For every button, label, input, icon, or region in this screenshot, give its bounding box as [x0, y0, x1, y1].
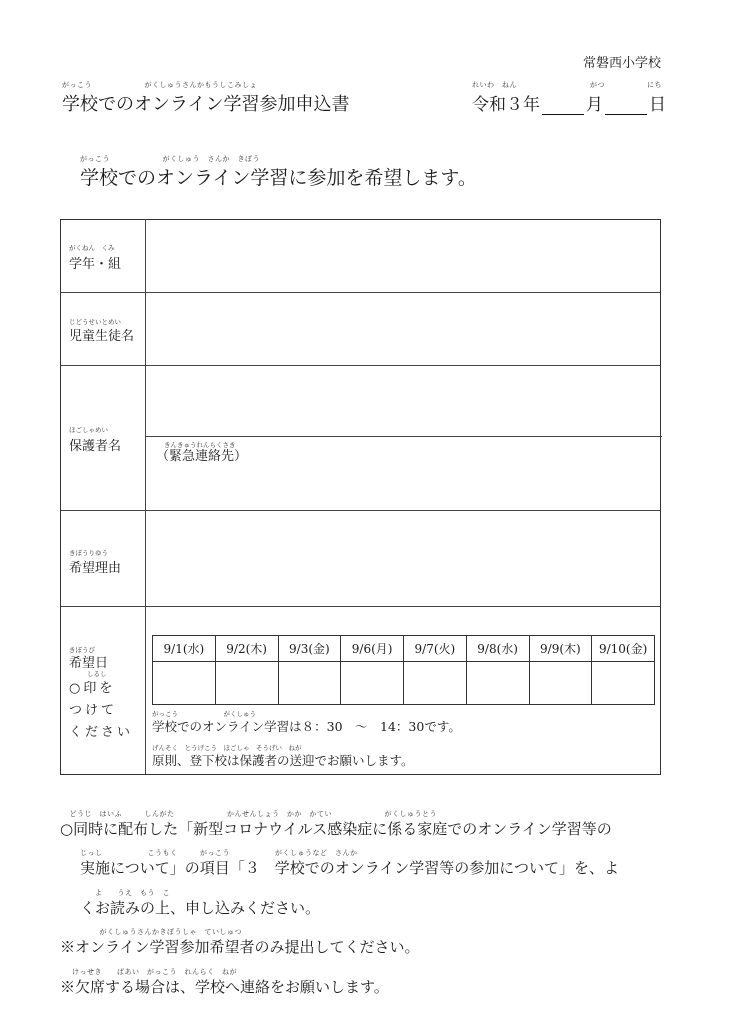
school-name: 常磐西小学校: [583, 56, 662, 71]
note-pickup: 原則、登下校は保護者の送迎でお願いします。: [152, 753, 414, 768]
day-header: 9/2(木): [215, 636, 278, 662]
grade-label: 学年・組: [69, 257, 122, 272]
emergency-contact-field[interactable]: [146, 464, 662, 510]
subheading-ruby: がっこう がくしゅう さんか きぼう: [80, 155, 260, 163]
grade-ruby: がくねん くみ: [69, 244, 115, 252]
day-header: 9/8(水): [466, 636, 529, 662]
student-ruby: じどうせいとめい: [69, 318, 121, 326]
day-header: 9/6(月): [341, 636, 404, 662]
date-month: 月: [586, 95, 603, 115]
reason-label: 希望理由: [69, 561, 122, 576]
title-ruby: がっこう がくしゅうさんかもうしこみしょ: [62, 81, 257, 89]
date-line: [472, 90, 666, 115]
student-name-field[interactable]: [146, 293, 662, 365]
day-header: 9/7(火): [404, 636, 467, 662]
day-header: 9/1(水): [153, 636, 216, 662]
instruction-ruby: がくしゅうさんかきぼうしゃ ていしゅつ: [62, 928, 242, 936]
student-label: 児童生徒名: [69, 329, 135, 344]
note-time: 学校でのオンライン学習は８：30 ～ 14：30です。: [152, 719, 461, 734]
instruction-ruby: よ うえ もう こ: [80, 889, 170, 897]
wish-mark-ruby: しるし: [87, 670, 107, 678]
month-blank[interactable]: [542, 98, 584, 115]
reason-ruby: きぼうりゆう: [69, 549, 108, 557]
reason-field[interactable]: [146, 511, 662, 606]
wish-date-label-4: ください: [69, 725, 134, 740]
emergency-ruby: きんきゅうれんらくさき: [164, 441, 236, 449]
day-mark-cell[interactable]: [529, 662, 592, 705]
wish-date-label-2: ○印を: [69, 681, 116, 696]
note-time-ruby: がっこう がくしゅう: [152, 710, 256, 718]
day-mark-cell[interactable]: [341, 662, 404, 705]
day-mark-cell[interactable]: [466, 662, 529, 705]
instruction-line: 実施について」の項目「３ 学校でのオンライン学習等の参加について」を、よ: [80, 859, 619, 877]
emergency-label: （緊急連絡先）: [156, 449, 248, 464]
instruction-line: くお読みの上、申し込みください。: [80, 899, 321, 917]
instruction-ruby: どうじ はいふ しんがた かんせんしょう かか かてい がくしゅうとう: [62, 810, 437, 818]
wish-date-label-3: つけて: [69, 703, 118, 718]
date-day: 日: [649, 95, 666, 115]
note-pickup-ruby: げんそく とうげこう ほごしゃ そうげい ねが: [152, 744, 302, 752]
day-mark-cell[interactable]: [592, 662, 655, 705]
instruction-line: ※欠席する場合は、学校へ連絡をお願いします。: [60, 978, 389, 996]
day-header: 9/3(金): [278, 636, 341, 662]
day-mark-cell[interactable]: [278, 662, 341, 705]
day-header: 9/9(木): [529, 636, 592, 662]
guardian-label: 保護者名: [69, 439, 122, 454]
grade-field[interactable]: [146, 220, 662, 292]
instruction-line: ※オンライン学習参加希望者のみ提出してください。: [60, 938, 420, 956]
instruction-ruby: じっし こうもく がっこう がくしゅうなど さんか: [80, 849, 358, 857]
day-mark-cell[interactable]: [215, 662, 278, 705]
day-blank[interactable]: [605, 98, 647, 115]
day-mark-cell[interactable]: [404, 662, 467, 705]
guardian-ruby: ほごしゃめい: [69, 426, 108, 434]
day-mark-cell[interactable]: [153, 662, 216, 705]
day-header: 9/10(金): [592, 636, 655, 662]
date-selection-table: [152, 635, 655, 705]
date-era-ruby: れいわ ねん: [472, 81, 517, 89]
row-divider: [61, 606, 660, 607]
date-era: 令和３年: [472, 95, 540, 115]
wish-date-ruby: きぼうび: [69, 646, 95, 654]
application-form: [60, 219, 661, 775]
instruction-line: ○同時に配布した「新型コロナウイルス感染症に係る家庭でのオンライン学習等の: [60, 820, 612, 838]
date-month-ruby: がつ: [590, 81, 605, 89]
guardian-name-field[interactable]: [146, 366, 662, 436]
instruction-ruby: けっせき ばあい がっこう れんらく ねが: [72, 968, 237, 976]
emergency-divider: [145, 436, 662, 437]
wish-date-label: 希望日: [69, 656, 109, 671]
subheading: 学校でのオンライン学習に参加を希望します。: [80, 167, 477, 189]
form-title: 学校でのオンライン学習参加申込書: [62, 94, 350, 115]
date-day-ruby: にち: [647, 81, 662, 89]
